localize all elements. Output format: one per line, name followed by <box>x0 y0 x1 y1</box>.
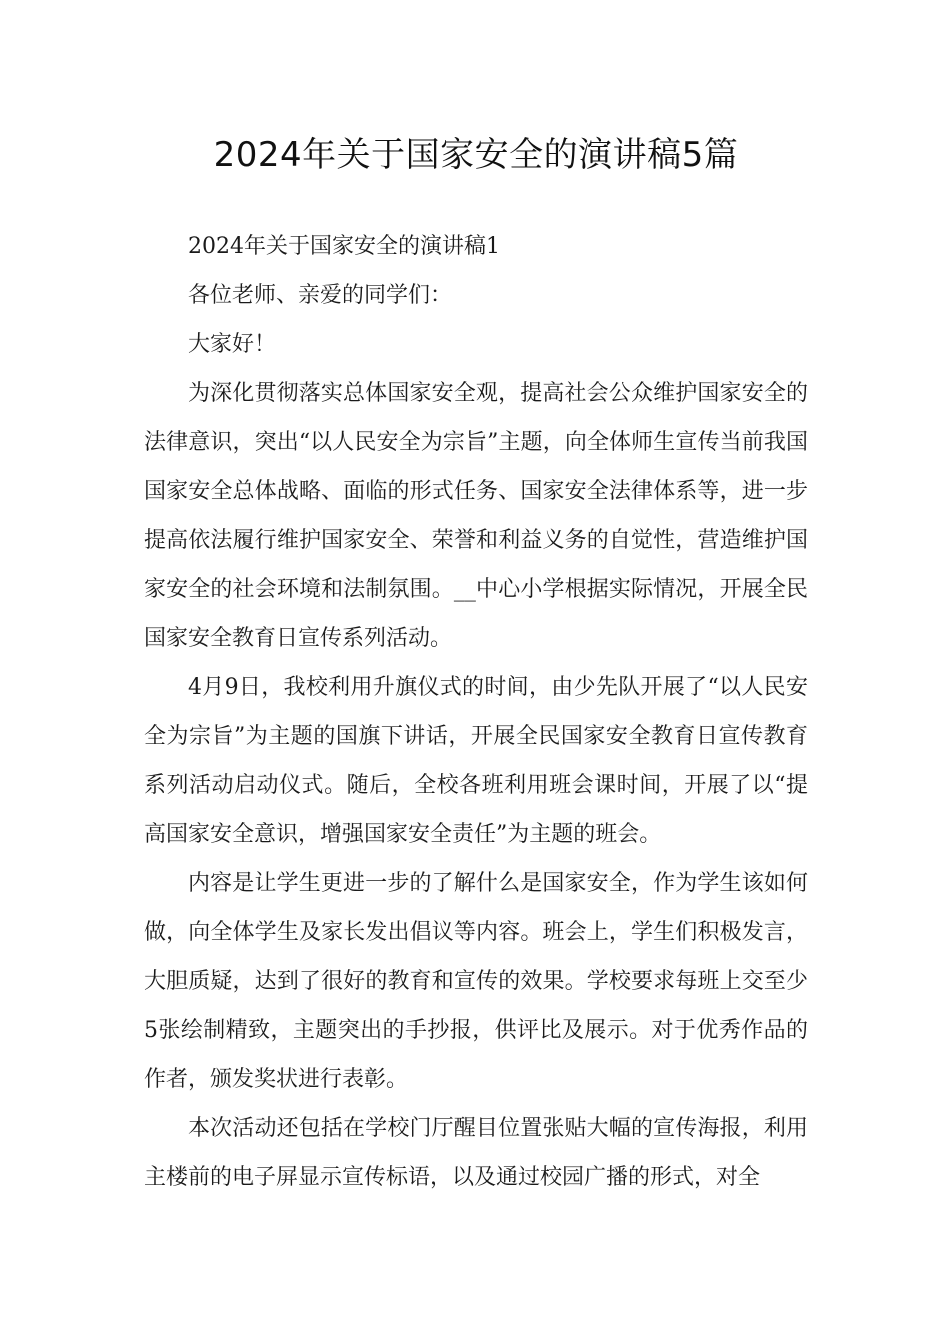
paragraph-body: 内容是让学生更进一步的了解什么是国家安全，作为学生该如何做，向全体学生及家长发出倡议等内容。班会上，学生们积极发言，大胆质疑，达到了很好的教育和宣传的效果。学校要求每班上交至少5张绘制精致，主题突出的手抄报，供评比及展示。对于优秀作品的作者，颁发奖状进行表彰。 <box>144 871 808 1092</box>
document-body <box>144 222 808 1202</box>
paragraph-subtitle: 2024年关于国家安全的演讲稿1 <box>188 234 500 259</box>
paragraph-body: 本次活动还包括在学校门厅醒目位置张贴大幅的宣传海报，利用主楼前的电子屏显示宣传标语，以及通过校园广播的形式，对全 <box>144 1116 808 1190</box>
paragraph-body: 4月9日，我校利用升旗仪式的时间，由少先队开展了“以人民安全为宗旨”为主题的国旗下讲话，开展全民国家安全教育日宣传教育系列活动启动仪式。随后，全校各班利用班会课时间，开展了以“提高国家安全意识，增强国家安全责任”为主题的班会。 <box>144 675 808 847</box>
paragraph-salutation: 各位老师、亲爱的同学们： <box>188 283 453 308</box>
document-title: 2024年关于国家安全的演讲稿5篇 <box>213 135 739 175</box>
paragraph-body: 为深化贯彻落实总体国家安全观，提高社会公众维护国家安全的法律意识，突出“以人民安全为宗旨”主题，向全体师生宣传当前我国国家安全总体战略、面临的形式任务、国家安全法律体系等，进一步提高依法履行维护国家安全、荣誉和利益义务的自觉性，营造维护国家安全的社会环境和法制氛围。__中心小学根据实际情况，开展全民国家安全教育日宣传系列活动。 <box>144 381 808 651</box>
paragraph-greeting: 大家好！ <box>188 332 277 357</box>
